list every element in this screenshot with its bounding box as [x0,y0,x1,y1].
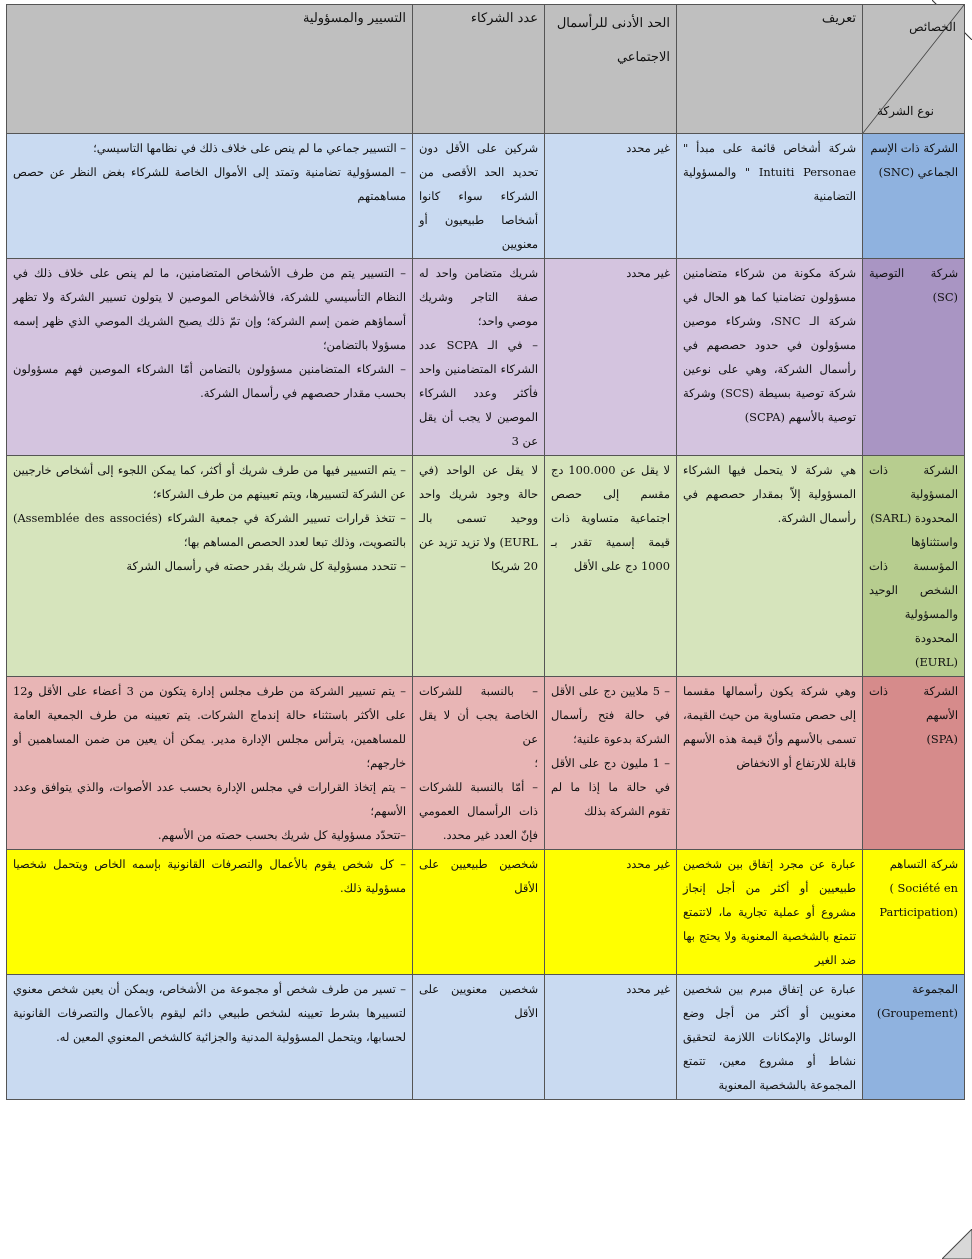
company-name-text: المجموعة [912,982,958,996]
definition-cell [677,975,863,1100]
partners-count-cell [413,259,545,456]
management-text: – التسيير يتم من طرف الأشخاص المتضامنين، ما لم ينص على خلاف ذلك في النظام التأسيسي للشركة، فالأشخاص الموصين لا يتولون تسيير الشركة ولا تظهر أسماؤهم ضمن إسم الشركة؛ وإن تمّ ذلك يصبح الشريك الموصي الذي ظهر إسمه مسؤولا بالتضامن؛ [13,266,406,352]
header-characteristics: الخصائص [909,20,956,34]
partners-count-text: شخصين معنويين على الأقل [419,982,538,1020]
definition-text: وهي شركة يكون رأسمالها مقسما إلى حصص متساوية من حيث القيمة، تسمى بالأسهم وأنّ قيمة هذه الأسهم قابلة للارتفاع أو الانخفاض [683,684,856,770]
table-row [7,677,965,850]
definition-cell [677,456,863,677]
min-capital-text: غير محدد [626,982,670,996]
definition-cell [677,677,863,850]
partners-count-text: – في الـ SCPA عدد الشركاء المتضامنين واحد فأكثر وعدد الشركاء الموصين لا يجب أن يقل عن 3 [419,338,538,448]
min-capital-cell [545,134,677,259]
management-cell [7,259,413,456]
partners-count-cell [413,850,545,975]
company-name-cell [863,456,965,677]
management-text: – المسؤولية تضامنية وتمتد إلى الأموال الخاصة للشركاء بغض النظر عن حصص مساهمتهم [13,165,406,203]
management-text: –تتحدّد مسؤولية كل شريك بحسب حصته من الأسهم. [157,828,406,842]
min-capital-cell [545,975,677,1100]
header-company-type: نوع الشركة [877,104,934,118]
management-text: – تتخذ قرارات تسيير الشركة في جمعية الشركاء (Assemblée des associés) بالتصويت، وذلك تبعا لعدد الحصص المساهم بها؛ [13,511,406,549]
definition-text: شركة أشخاص قائمة على مبدأ " Intuiti Personae " والمسؤولية التضامنية [683,141,856,203]
min-capital-cell [545,456,677,677]
header-definition: تعريف [677,5,863,134]
company-name-text: Société en ) [889,881,958,895]
partners-count-text: ؛ [534,756,538,770]
management-cell [7,134,413,259]
management-text: – يتم تسيير الشركة من طرف مجلس إدارة يتكون من 3 أعضاء على الأقل و12 على الأكثر باستثناء حالة إندماج الشركات. يتم تعيينه من طرف الجمعية العامة للمساهمين، يترأس مجلس الإدارة مدير. يمكن أن يعين من ضمن المساهمين أو خارجهم؛ [13,684,406,770]
table-row [7,975,965,1100]
partners-count-text: شخصين طبيعيين على الأقل [419,857,538,895]
min-capital-text: غير محدد [626,141,670,155]
header-min-capital: الحد الأدنى للرأسمال الاجتماعي [545,5,677,134]
company-name-text: الشركة ذات الإسم [870,141,958,155]
company-name-text: واستثناؤها المؤسسة ذات الشخص الوحيد والمسؤولية المحدودة [869,535,958,645]
company-types-table [6,4,965,1100]
management-cell [7,975,413,1100]
min-capital-text: – 1 مليون دج على الأقل في حالة ما إذا ما لم تقوم الشركة بذلك [551,756,670,818]
company-name-text: (SPA) [926,732,958,746]
management-text: – يتم إتخاذ القرارات في مجلس الإدارة بحسب عدد الأصوات، والذي يتوافق وعدد الأسهم؛ [13,780,406,818]
management-text: – تتحدد مسؤولية كل شريك بقدر حصته في رأسمال الشركة [126,559,406,573]
min-capital-cell [545,259,677,456]
management-cell [7,456,413,677]
header-diagonal-cell [863,5,965,134]
partners-count-text: – بالنسبة للشركات الخاصة يجب أن لا يقل عن [419,684,538,746]
management-text: – يتم التسيير فيها من طرف شريك أو أكثر، كما يمكن اللجوء إلى أشخاص خارجيين عن الشركة لتسييرها، ويتم تعيينهم من طرف الشركاء؛ [13,463,406,501]
header-management: التسيير والمسؤولية [7,5,413,134]
company-name-cell [863,850,965,975]
definition-text: شركة مكونة من شركاء متضامنين مسؤولون تضامنيا كما هو الحال في شركة الـ SNC، وشركاء موصين مسؤولون في حدود حصصهم في رأسمال الشركة، وهي على نوعين شركة توصية بسيطة (SCS) وشركة توصية بالأسهم (SCPA) [683,266,856,424]
management-text: – تسير من طرف شخص أو مجموعة من الأشخاص، ويمكن أن يعين شخص معنوي لتسييرها بشرط تعيينه لشخص طبيعي دائم ليقوم بالأعمال والتصرفات القانونية لحسابها، ويتحمل المسؤولية المدنية والجزائية كالشخص المعنوي المعين له. [13,982,406,1044]
partners-count-text: شركين على الأقل دون تحديد الحد الأقصى من الشركاء سواء كانوا أشخاصا طبيعيون أو معنويين [419,141,538,251]
partners-count-cell [413,134,545,259]
definition-cell [677,850,863,975]
page-corner-fold-bottom [942,1229,972,1259]
partners-count-text: شريك متضامن واحد له صفة التاجر وشريك موصي واحد؛ [419,266,538,328]
company-name-cell [863,677,965,850]
min-capital-cell [545,677,677,850]
company-name-text: الشركة ذات الأسهم [869,684,958,722]
table-row [7,259,965,456]
min-capital-cell [545,850,677,975]
definition-text: عبارة عن إتفاق مبرم بين شخصين معنويين أو أكثر من أجل وضع الوسائل والإمكانات اللازمة لتحقيق نشاط أو مشروع معين، تتمتع المجموعة بالشخصية المعنوية [683,982,856,1092]
management-text: – التسيير جماعي ما لم ينص على خلاف ذلك في نظامها التاسيسي؛ [93,141,406,155]
partners-count-cell [413,456,545,677]
min-capital-text: غير محدد [626,857,670,871]
company-name-text: شركة التوصية (SC) [869,266,958,304]
management-cell [7,677,413,850]
definition-text: عبارة عن مجرد إتفاق بين شخصين طبيعيين أو أكثر من أجل إنجاز مشروع أو عملية تجارية ما، لاتتمتع تتمتع بالشخصية المعنوية ولا يحتج بها ضد الغير [683,857,856,967]
partners-count-cell [413,677,545,850]
management-text: – الشركاء المتضامنين مسؤولون بالتضامن أمّا الشركاء الموصين فهم مسؤولون بحسب مقدار حصصهم في رأسمال الشركة. [13,362,406,400]
table-row [7,456,965,677]
company-name-text: شركة التساهم [889,857,958,871]
partners-count-text: – أمّا بالنسبة للشركات ذات الرأسمال العمومي فإنّ العدد غير محدد. [419,780,538,842]
management-text: – كل شخص يقوم بالأعمال والتصرفات القانونية بإسمه الخاص ويتحمل شخصيا مسؤولية ذلك. [13,857,406,895]
table-row [7,850,965,975]
company-name-cell [863,134,965,259]
header-partners-count: عدد الشركاء [413,5,545,134]
company-name-text: الجماعي (SNC) [878,165,958,179]
partners-count-cell [413,975,545,1100]
company-name-cell [863,975,965,1100]
company-name-text: (Groupement) [876,1006,958,1020]
company-name-text: الشركة ذات المسؤولية المحدودة (SARL) [869,463,958,525]
table-row [7,134,965,259]
definition-cell [677,134,863,259]
company-name-cell [863,259,965,456]
definition-text: هي شركة لا يتحمل فيها الشركاء المسؤولية إلاّ بمقدار حصصهم في رأسمال الشركة. [683,463,856,525]
definition-cell [677,259,863,456]
table-header-row [7,5,965,134]
min-capital-text: – 5 ملايين دج على الأقل في حالة فتح رأسمال الشركة بدعوة علنية؛ [551,684,670,746]
min-capital-text: لا يقل عن 100.000 دج مقسم إلى حصص اجتماعية متساوية ذات قيمة إسمية تقدر بـ 1000 دج على الأقل [551,463,671,573]
company-name-text: (Participation [879,905,958,919]
min-capital-text: غير محدد [626,266,670,280]
company-name-text: (EURL) [915,655,958,669]
management-cell [7,850,413,975]
partners-count-text: لا يقل عن الواحد (في حالة وجود شريك واحد ووحيد تسمى بالـ EURL) ولا تزيد تزيد عن 20 شريكا [419,463,538,573]
